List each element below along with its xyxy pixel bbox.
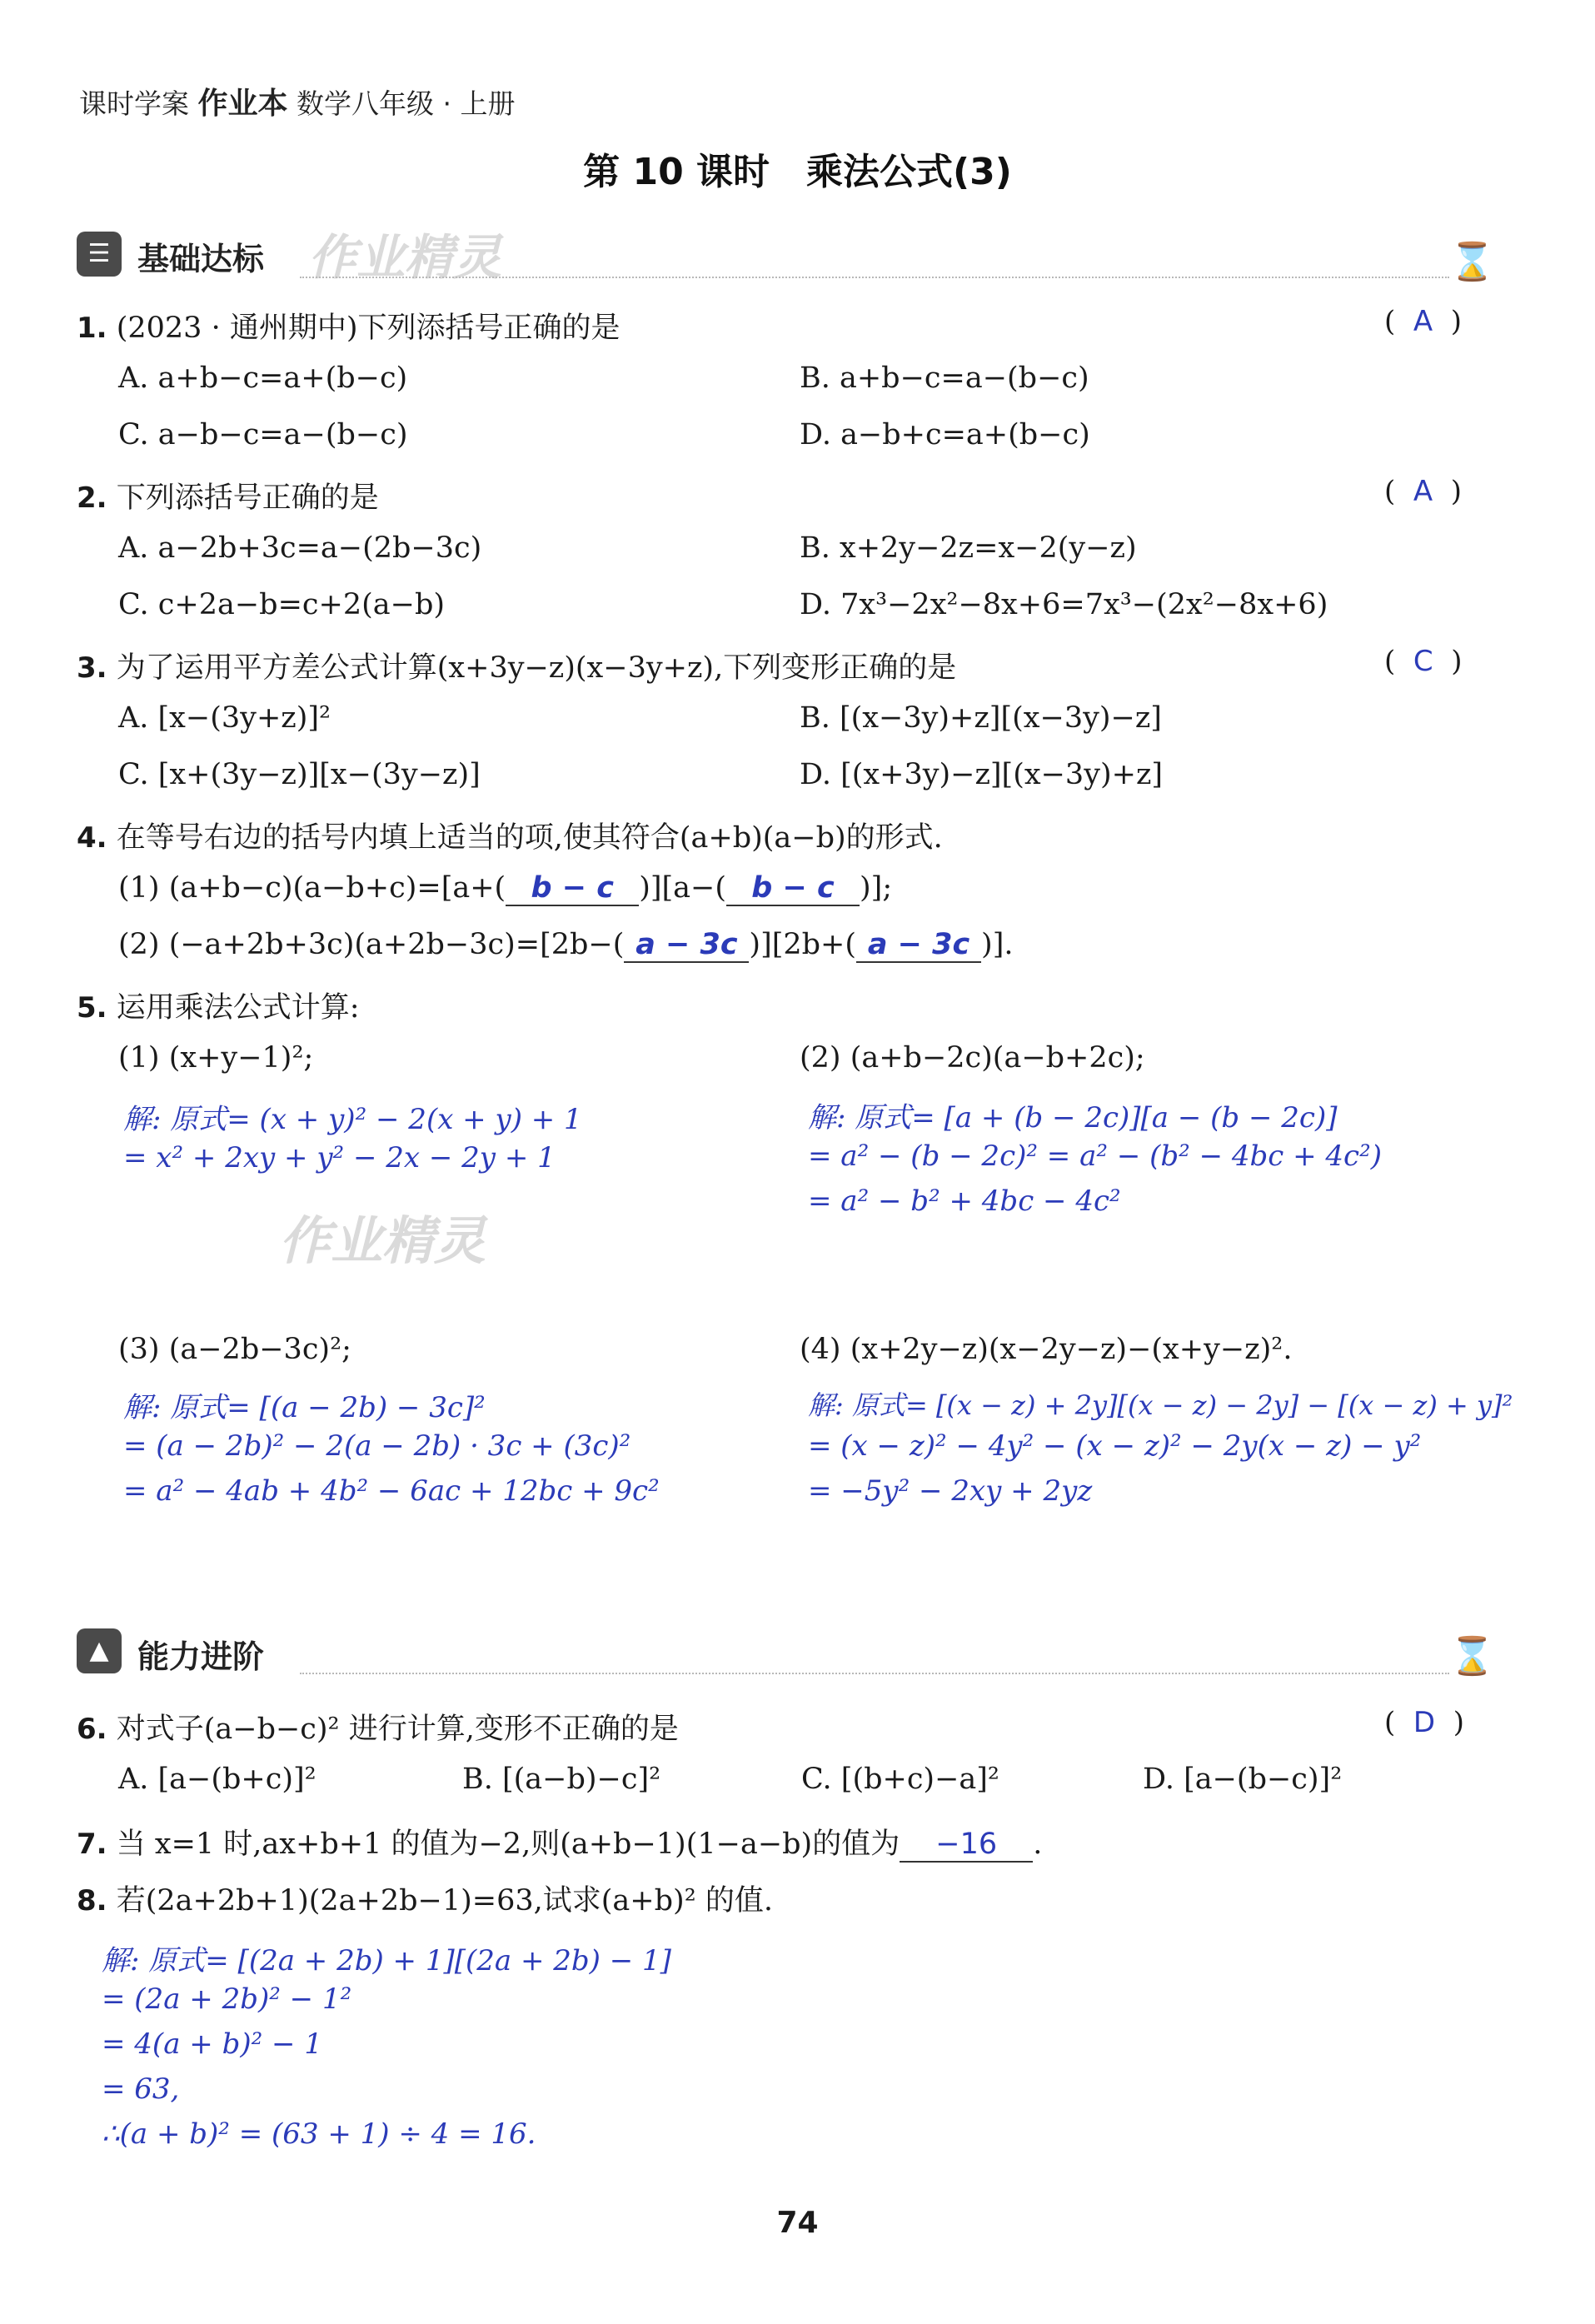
q4-p1-blank1: b − c bbox=[506, 871, 639, 906]
q2-stem-line bbox=[77, 475, 379, 516]
q3-stem: 为了运用平方差公式计算(x+3y−z)(x−3y+z),下列变形正确的是 bbox=[116, 651, 957, 685]
q4-part2 bbox=[118, 928, 1013, 963]
q4-number: 4. bbox=[77, 821, 107, 855]
section2-label: 能力进阶 bbox=[137, 1638, 265, 1675]
q4-stem-line bbox=[77, 815, 943, 856]
q5-stem: 运用乘法公式计算: bbox=[116, 991, 360, 1025]
book-suffix: 数学八年级 · 上册 bbox=[297, 87, 516, 120]
q3-answer-box: ( C ) bbox=[1384, 645, 1463, 678]
q1-stem: (2023 · 通州期中)下列添括号正确的是 bbox=[116, 312, 621, 345]
q5-part3-line1: 解: 原式= [(a − 2b) − 3c]² bbox=[123, 1391, 486, 1424]
hourglass-icon-2: ⌛ bbox=[1449, 1635, 1495, 1678]
q2-option-c: C. c+2a−b=c+2(a−b) bbox=[118, 588, 446, 621]
q1-option-d: D. a−b+c=a+(b−c) bbox=[800, 418, 1090, 451]
q4-p1-text-a: (1) (a+b−c)(a−b+c)=[a+( bbox=[118, 871, 506, 905]
rocket-icon: ▲ bbox=[77, 1628, 122, 1673]
q3-option-d: D. [(x+3y)−z][(x−3y)+z] bbox=[800, 758, 1164, 791]
book-header bbox=[79, 80, 516, 122]
book-prefix: 课时学案 bbox=[79, 87, 189, 120]
q5-part3-line3: = a² − 4ab + 4b² − 6ac + 12bc + 9c² bbox=[123, 1474, 660, 1508]
q3-option-c: C. [x+(3y−z)][x−(3y−z)] bbox=[118, 758, 481, 791]
section1-divider bbox=[300, 277, 1449, 278]
q8-line1: 解: 原式= [(2a + 2b) + 1][(2a + 2b) − 1] bbox=[102, 1944, 671, 1977]
q5-number: 5. bbox=[77, 991, 107, 1025]
q8-number: 8. bbox=[77, 1884, 107, 1918]
q3-answer: C bbox=[1413, 645, 1433, 678]
page-number: 74 bbox=[776, 2206, 819, 2240]
q5-part2-line2: = a² − (b − 2c)² = a² − (b² − 4bc + 4c²) bbox=[808, 1140, 1382, 1173]
q1-option-a: A. a+b−c=a+(b−c) bbox=[118, 362, 408, 395]
q2-option-d: D. 7x³−2x²−8x+6=7x³−(2x²−8x+6) bbox=[800, 588, 1328, 621]
q3-number: 3. bbox=[77, 651, 107, 685]
q5-part4-line2: = (x − z)² − 4y² − (x − z)² − 2y(x − z) − y² bbox=[808, 1429, 1422, 1463]
q4-p1-text-c: )]; bbox=[860, 871, 893, 905]
q5-part1-label: (1) (x+y−1)²; bbox=[118, 1041, 314, 1075]
q7-stem-b: . bbox=[1033, 1828, 1043, 1861]
q6-option-a: A. [a−(b+c)]² bbox=[118, 1763, 317, 1796]
q1-number: 1. bbox=[77, 312, 107, 345]
book-icon: ☰ bbox=[77, 232, 122, 277]
q2-option-b: B. x+2y−2z=x−2(y−z) bbox=[800, 531, 1137, 565]
q4-part1 bbox=[118, 871, 892, 906]
q5-part1-line1: 解: 原式= (x + y)² − 2(x + y) + 1 bbox=[123, 1103, 582, 1136]
q5-part4-line1: 解: 原式= [(x − z) + 2y][(x − z) − 2y] − [(x − z) + y]² bbox=[808, 1389, 1513, 1421]
q4-p2-blank1: a − 3c bbox=[624, 928, 749, 963]
q8-line3: = 4(a + b)² − 1 bbox=[102, 2027, 322, 2061]
q6-answer: D bbox=[1413, 1706, 1436, 1739]
q5-part2-line3: = a² − b² + 4bc − 4c² bbox=[808, 1184, 1121, 1218]
q1-answer: A bbox=[1413, 305, 1433, 338]
q3-option-a: A. [x−(3y+z)]² bbox=[118, 701, 331, 735]
section1-label: 基础达标 bbox=[137, 241, 265, 277]
q8-stem: 若(2a+2b+1)(2a+2b−1)=63,试求(a+b)² 的值. bbox=[116, 1884, 773, 1918]
q5-part2-line1: 解: 原式= [a + (b − 2c)][a − (b − 2c)] bbox=[808, 1101, 1338, 1135]
q5-part1-line2: = x² + 2xy + y² − 2x − 2y + 1 bbox=[123, 1141, 556, 1174]
q2-answer: A bbox=[1413, 475, 1433, 508]
q7-stem-a: 当 x=1 时,ax+b+1 的值为−2,则(a+b−1)(1−a−b)的值为 bbox=[116, 1828, 900, 1861]
q7-stem-line bbox=[77, 1821, 1042, 1863]
q5-part2-label: (2) (a+b−2c)(a−b+2c); bbox=[800, 1041, 1145, 1075]
q4-p2-text-b: )][2b+( bbox=[749, 928, 857, 961]
q4-p2-text-c: )]. bbox=[981, 928, 1014, 961]
q3-stem-line bbox=[77, 645, 956, 686]
q6-option-d: D. [a−(b−c)]² bbox=[1143, 1763, 1343, 1796]
q8-line2: = (2a + 2b)² − 1² bbox=[102, 1982, 352, 2016]
q4-p1-text-b: )][a−( bbox=[639, 871, 727, 905]
watermark-middle: 作业精灵 bbox=[279, 1210, 486, 1271]
q5-stem-line bbox=[77, 985, 360, 1026]
q2-stem: 下列添括号正确的是 bbox=[116, 481, 379, 515]
q3-option-b: B. [(x−3y)+z][(x−3y)−z] bbox=[800, 701, 1162, 735]
q1-option-c: C. a−b−c=a−(b−c) bbox=[118, 418, 408, 451]
q2-number: 2. bbox=[77, 481, 107, 515]
book-bold: 作业本 bbox=[197, 87, 288, 121]
q1-option-b: B. a+b−c=a−(b−c) bbox=[800, 362, 1089, 395]
q4-p2-text-a: (2) (−a+2b+3c)(a+2b−3c)=[2b−( bbox=[118, 928, 625, 961]
q8-line4: = 63, bbox=[102, 2072, 180, 2106]
hourglass-icon: ⌛ bbox=[1449, 241, 1495, 283]
q1-stem-line bbox=[77, 305, 620, 347]
q7-number: 7. bbox=[77, 1828, 107, 1861]
q5-part4-line3: = −5y² − 2xy + 2yz bbox=[808, 1474, 1093, 1508]
q1-answer-box: ( A ) bbox=[1384, 305, 1463, 338]
q5-part3-label: (3) (a−2b−3c)²; bbox=[118, 1333, 351, 1366]
q6-option-c: C. [(b+c)−a]² bbox=[801, 1763, 999, 1796]
q4-p2-blank2: a − 3c bbox=[856, 928, 981, 963]
q6-answer-box: ( D ) bbox=[1384, 1706, 1464, 1739]
q6-number: 6. bbox=[77, 1713, 107, 1746]
page-title: 第 10 课时 乘法公式(3) bbox=[583, 151, 1012, 193]
q8-stem-line bbox=[77, 1878, 773, 1919]
q2-answer-box: ( A ) bbox=[1384, 475, 1463, 508]
watermark-top: 作业精灵 bbox=[308, 229, 502, 286]
section2-divider bbox=[300, 1673, 1449, 1674]
q5-part3-line2: = (a − 2b)² − 2(a − 2b) · 3c + (3c)² bbox=[123, 1429, 631, 1463]
q5-part4-label: (4) (x+2y−z)(x−2y−z)−(x+y−z)². bbox=[800, 1333, 1293, 1366]
q4-p1-blank2: b − c bbox=[726, 871, 860, 906]
q8-line5: ∴(a + b)² = (63 + 1) ÷ 4 = 16. bbox=[102, 2117, 536, 2151]
q7-blank: −16 bbox=[900, 1828, 1033, 1863]
q6-stem-line bbox=[77, 1706, 679, 1748]
q2-option-a: A. a−2b+3c=a−(2b−3c) bbox=[118, 531, 482, 565]
q6-stem: 对式子(a−b−c)² 进行计算,变形不正确的是 bbox=[116, 1713, 679, 1746]
q4-stem: 在等号右边的括号内填上适当的项,使其符合(a+b)(a−b)的形式. bbox=[116, 821, 943, 855]
q6-option-b: B. [(a−b)−c]² bbox=[462, 1763, 661, 1796]
